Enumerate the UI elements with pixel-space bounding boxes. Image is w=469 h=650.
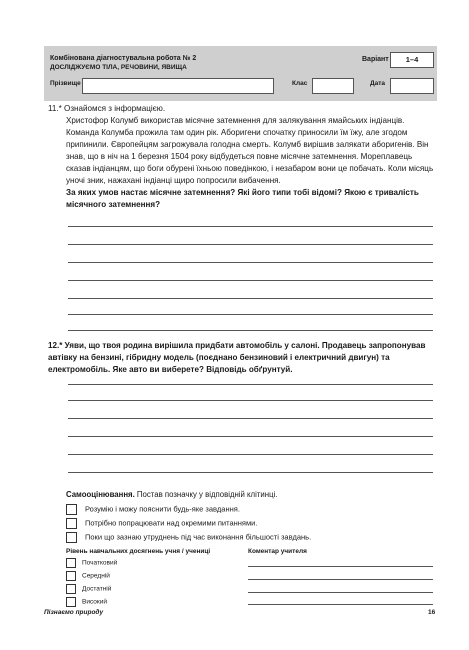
comment-line[interactable] — [248, 592, 433, 593]
checkbox[interactable] — [66, 571, 76, 581]
answer-line[interactable] — [68, 472, 433, 473]
question-12: 12.* Уяви, що твоя родина вирішила придбати автомобіль у салоні. Продавець запропонував автівку на бензині, гібридну модель (поєднано бензиновий і електричний двигун) та електромобіль. Яке авто ви виберете? Відповідь обґрунтуй. — [48, 341, 426, 374]
checkbox[interactable] — [66, 504, 77, 515]
question-11-text: Христофор Колумб використав місячне затемнення для залякування ямайських індіанців. Команда Колумба прожила там один рік. Аборигени спочатку приносили їм їжу, але згодом припинили. Європейцям загрожувала голодна смерть. Колумб вирішив залякати аборигенів. Він знав, що в ніч на 1 березня 1504 року відбудеться повне місячне затемнення. Мореплавець сказав індіанцям, що боги обурені їхньою поведінкою, і незабаром вони це побачать. Коли місяць уночі зник, нажахані індіанці щиро попросили вибачення. — [66, 116, 434, 185]
variant-field[interactable]: 1–4 — [390, 52, 434, 68]
checkbox[interactable] — [66, 532, 77, 543]
work-subtitle: ДОСЛІДЖУЄМО ТІЛА, РЕЧОВИНИ, ЯВИЩА — [50, 64, 187, 71]
answer-line[interactable] — [68, 298, 433, 299]
footer-book-title: Пізнаємо природу — [44, 609, 104, 616]
answer-line[interactable] — [68, 226, 433, 227]
self-assessment-title: Самооцінювання. — [66, 490, 135, 499]
answer-line[interactable] — [68, 262, 433, 263]
level-sufficient[interactable]: Достатній — [66, 584, 111, 594]
level-high[interactable]: Високий — [66, 597, 107, 607]
levels-title: Рівень навчальних досягнень учня / учениці — [66, 548, 211, 555]
header-bar — [44, 46, 437, 101]
variant-label: Варіант — [362, 56, 389, 63]
checkbox[interactable] — [66, 518, 77, 529]
comment-line[interactable] — [248, 579, 433, 580]
self-assessment-instruction: Постав позначку у відповідній клітинці. — [136, 490, 278, 499]
self-assessment-heading — [66, 490, 277, 499]
comment-title: Коментар учителя — [248, 548, 307, 555]
answer-line[interactable] — [68, 384, 433, 385]
answer-line[interactable] — [68, 436, 433, 437]
page-number: 16 — [428, 609, 436, 616]
answer-line[interactable] — [68, 454, 433, 455]
date-label: Дата — [370, 80, 386, 87]
checkbox[interactable] — [66, 597, 76, 607]
answer-line[interactable] — [68, 330, 433, 331]
answer-line[interactable] — [68, 280, 433, 281]
answer-line[interactable] — [68, 314, 433, 315]
answer-line[interactable] — [68, 244, 433, 245]
comment-line[interactable] — [248, 604, 433, 605]
class-field[interactable] — [312, 78, 354, 94]
level-initial[interactable]: Початковий — [66, 558, 117, 568]
date-field[interactable] — [390, 78, 434, 94]
class-label: Клас — [292, 80, 308, 87]
question-11-question: За яких умов настає місячне затемнення? Які його типи тобі відомі? Якою є тривалість місячного затемнення? — [66, 188, 419, 209]
comment-line[interactable] — [248, 566, 433, 567]
answer-line[interactable] — [68, 400, 433, 401]
checkbox[interactable] — [66, 584, 76, 594]
answer-line[interactable] — [68, 418, 433, 419]
surname-label: Прізвище — [50, 80, 81, 87]
self-option-3[interactable]: Поки що зазнаю утруднень під час виконання більшості завдань. — [66, 532, 311, 543]
self-option-2[interactable]: Потрібно попрацювати над окремими питаннями. — [66, 518, 257, 529]
checkbox[interactable] — [66, 558, 76, 568]
surname-field[interactable] — [82, 78, 274, 94]
work-title: Комбінована діагностувальна робота № 2 — [50, 55, 197, 62]
question-11 — [48, 103, 440, 211]
level-medium[interactable]: Середній — [66, 571, 110, 581]
question-11-heading: 11.* Ознайомся з інформацією. — [48, 104, 166, 113]
self-option-1[interactable]: Розумію і можу пояснити будь-яке завдання. — [66, 504, 240, 515]
